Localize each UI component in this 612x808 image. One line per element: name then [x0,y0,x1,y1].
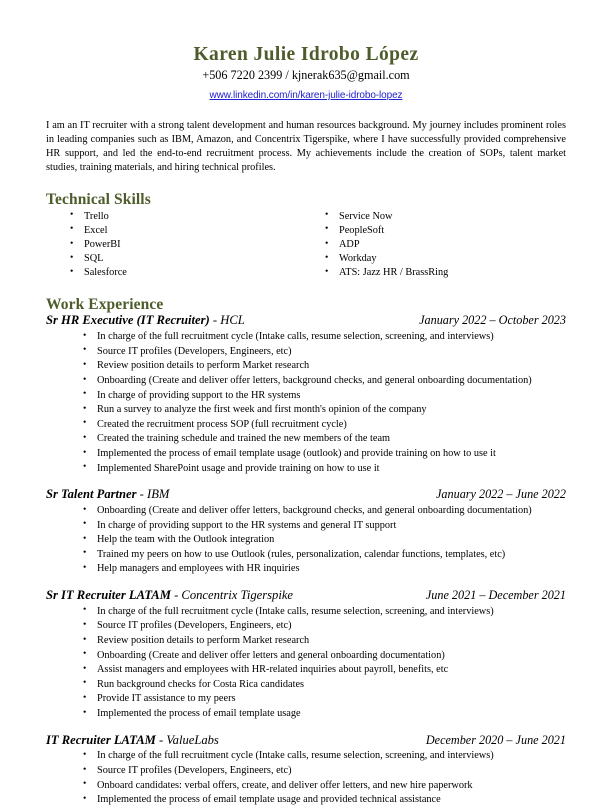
skills-column-left [46,210,306,281]
list-item: • Salesforce [70,266,306,280]
list-item: • In charge of providing support to the HR systems and general IT support [83,519,566,534]
job-dates: December 2020 – June 2021 [425,732,566,747]
skills-list-right [325,210,566,281]
job-bullets [46,504,566,577]
list-item: • Excel [70,224,306,238]
list-item: • In charge of providing support to the HR systems [83,389,566,404]
resume-header [46,44,566,103]
job-title-company [46,588,293,604]
list-item: • Created the recruitment process SOP (full recruitment cycle) [83,418,566,433]
list-item: • In charge of the full recruitment cycle (Intake calls, resume selection, screening, and interviews) [83,605,566,620]
list-item: • Review position details to perform Market research [83,634,566,649]
list-item: • ADP [325,238,566,252]
job-separator: - [209,313,221,328]
job-header [46,313,566,329]
job-company: Concentrix Tigerspike [181,588,294,603]
professional-summary: I am an IT recruiter with a strong talent development and human resources background. My journey includes prominent roles in leading companies such as IBM, Amazon, and Concentrix Tigerspike, where I have successfully provided comprehensive HR support, and led the end-to-end recruitment process. My achievements include the creation of SOPs, talent market studies, training materials, and hiring technical profiles. [46,120,566,173]
list-item: • PeopleSoft [325,224,566,238]
list-item: • In charge of the full recruitment cycle (Intake calls, resume selection, screening, and interviews) [83,330,566,345]
job-header [46,487,566,503]
technical-skills-columns [46,210,566,281]
job-title-company [46,487,169,503]
job-title: IT Recruiter LATAM [46,732,156,747]
list-item: • Implemented SharePoint usage and provide training on how to use it [83,462,566,477]
job-title: Sr HR Executive (IT Recruiter) [46,313,210,328]
list-item: • Implemented the process of email template usage (outlook) and provide training on how to use it [83,447,566,462]
list-item: • Trained my peers on how to use Outlook (rules, personalization, calendar functions, templates, etc) [83,548,566,563]
list-item: • PowerBI [70,238,306,252]
list-item: • Source IT profiles (Developers, Engineers, etc) [83,345,566,360]
list-item: • In charge of the full recruitment cycle (Intake calls, resume selection, screening, and interviews) [83,749,566,764]
list-item: • Help the team with the Outlook integration [83,533,566,548]
section-title-work-experience: Work Experience [46,295,164,313]
job-dates: January 2022 – October 2023 [419,313,566,328]
job-entry [46,313,566,476]
job-separator: - [136,487,148,502]
list-item: • Created the training schedule and trained the new members of the team [83,432,566,447]
list-item: • Implemented the process of email template usage [83,707,566,722]
job-company: HCL [220,313,245,328]
job-entry [46,733,566,808]
linkedin-link[interactable]: www.linkedin.com/in/karen-julie-idrobo-lopez [209,90,403,102]
job-dates: January 2022 – June 2022 [436,487,566,502]
skills-list-left [70,210,306,281]
contact-line: +506 7220 2399 / kjnerak635@gmail.com [202,68,410,83]
job-dates: June 2021 – December 2021 [425,588,566,603]
list-item: • SQL [70,252,306,266]
job-header [46,733,566,749]
list-item: • Trello [70,210,306,224]
linkedin-line [46,84,566,103]
job-bullets [46,749,566,807]
list-item: • Run background checks for Costa Rica candidates [83,678,566,693]
list-item: • Onboarding (Create and deliver offer letters, background checks, and general onboarding documentation) [83,504,566,519]
section-title-technical-skills: Technical Skills [46,190,151,208]
list-item: • Onboarding (Create and deliver offer letters, background checks, and general onboarding documentation) [83,374,566,389]
list-item: • Review position details to perform Market research [83,359,566,374]
list-item: • Run a survey to analyze the first week and first month's opinion of the company [83,403,566,418]
job-entry [46,588,566,722]
job-title-company [46,313,245,329]
job-bullets [46,605,566,722]
job-title-company [46,733,219,749]
job-header [46,588,566,604]
list-item: • Onboard candidates: verbal offers, create, and deliver offer letters, and new hire paperwork [83,779,566,794]
job-separator: - [155,732,167,747]
job-title: Sr IT Recruiter LATAM [46,588,171,603]
list-item: • Help managers and employees with HR inquiries [83,562,566,577]
job-bullets [46,330,566,476]
list-item: • Service Now [325,210,566,224]
list-item: • Workday [325,252,566,266]
job-company: ValueLabs [166,732,219,747]
list-item: • Implemented the process of email template usage and provided technical assistance [83,793,566,808]
list-item: • Onboarding (Create and deliver offer letters and general onboarding documentation) [83,649,566,664]
candidate-name: Karen Julie Idrobo López [193,44,419,65]
list-item: • Assist managers and employees with HR-related inquiries about payroll, benefits, etc [83,663,566,678]
list-item: • Source IT profiles (Developers, Engineers, etc) [83,764,566,779]
job-separator: - [170,588,182,603]
job-title: Sr Talent Partner [46,487,137,502]
list-item: • Provide IT assistance to my peers [83,692,566,707]
list-item: • Source IT profiles (Developers, Engineers, etc) [83,619,566,634]
list-item: • ATS: Jazz HR / BrassRing [325,266,566,280]
job-entry [46,487,566,577]
skills-column-right [306,210,566,281]
job-company: IBM [147,487,170,502]
